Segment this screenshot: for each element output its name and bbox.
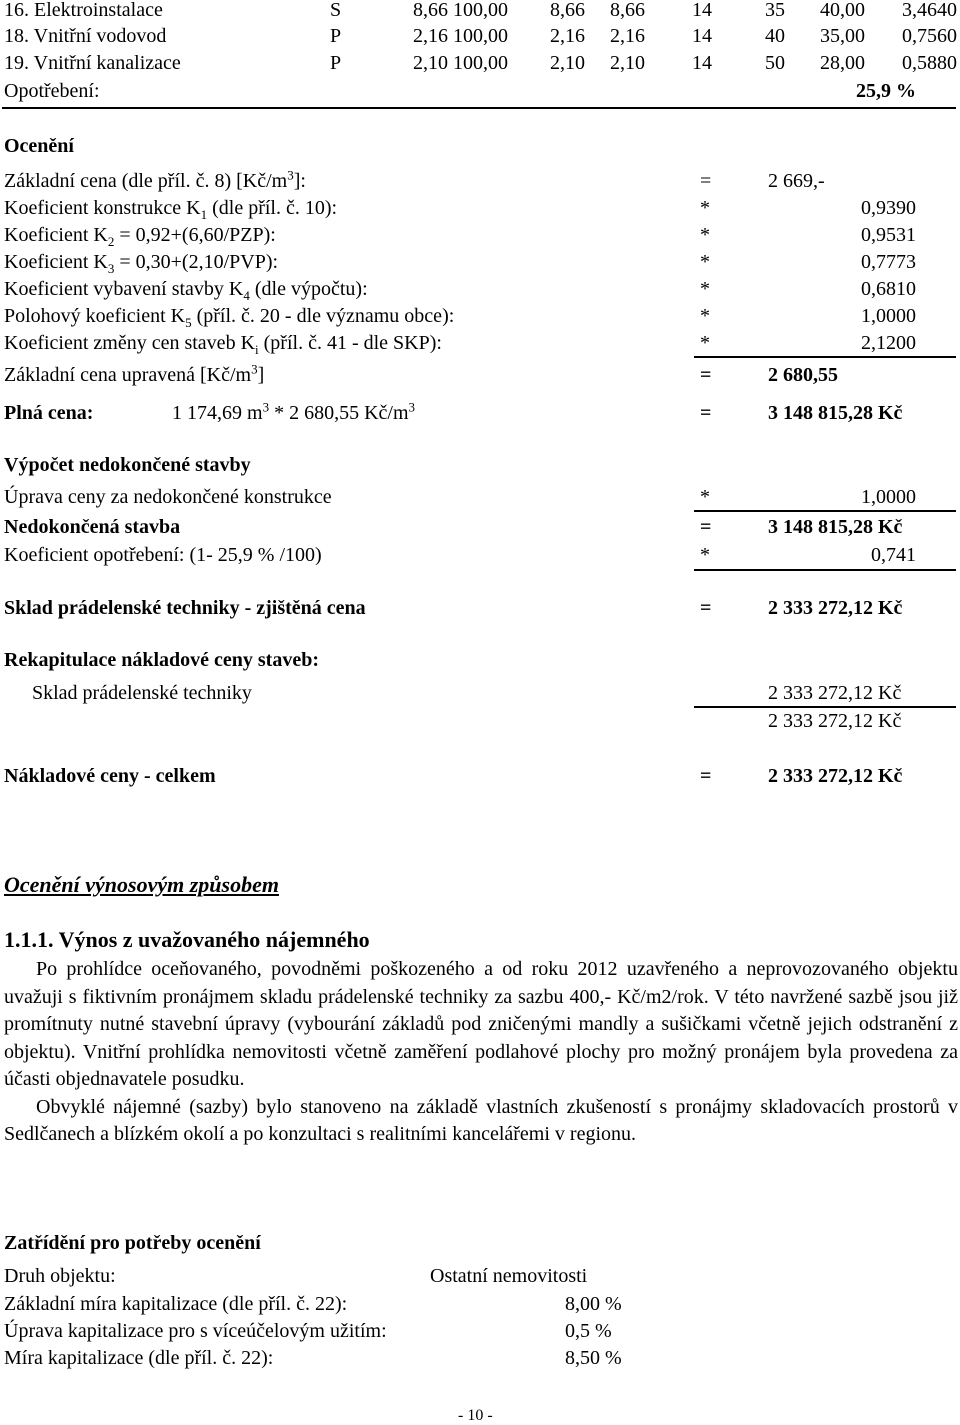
classification-value: Ostatní nemovitosti <box>430 1265 588 1287</box>
row-name: 16. Elektroinstalace <box>4 0 163 21</box>
full-price-label: Plná cena: <box>4 402 94 424</box>
total-op: = <box>700 765 712 787</box>
income-subheading: 1.1.1. Výnos z uvažovaného nájemného <box>4 927 370 952</box>
row-cell: 14 <box>692 52 712 74</box>
sum-line <box>694 706 956 708</box>
k3-label: Koeficient $K_3 = 0,30+(2,10/PVP)$: <box>4 251 279 276</box>
paragraph: Obvyklé nájemné (sazby) bylo stanoveno na základě vlastních zkušeností s pronájmy skladovacích prostorů v Sedlčanech a blízkém okolí a po konzultaci s realitními kancelářemi v regionu. <box>4 1095 958 1145</box>
row-cell: 0,7560 <box>902 25 957 47</box>
k4-op: * <box>700 278 710 300</box>
adjusted-price-label: Základní cena upravená $[Kč/m^3]$ <box>4 361 265 386</box>
ki-value: 2,1200 <box>861 332 916 354</box>
k3-op: * <box>700 251 710 273</box>
wear-coef-label: Koeficient opotřebení: (1- 25,9 % /100) <box>4 544 322 566</box>
row-cell: 0,5880 <box>902 52 957 74</box>
recap-item-value: 2 333 272,12 Kč <box>768 682 902 704</box>
unfinished-heading: Výpočet nedokončené stavby <box>4 454 251 476</box>
row-cell: 2,16 <box>550 25 585 47</box>
full-price-value: 3 148 815,28 Kč <box>768 402 903 424</box>
k3-value: 0,7773 <box>861 251 916 273</box>
classification-heading: Zatřídění pro potřeby ocenění <box>4 1232 261 1254</box>
income-text <box>4 956 958 1149</box>
k2-op: * <box>700 224 710 246</box>
row-cell: 35,00 <box>820 25 865 47</box>
row-name: 19. Vnitřní kanalizace <box>4 52 181 74</box>
recap-item-label: Sklad prádelenské techniky <box>32 682 252 704</box>
wear-label: Opotřebení: <box>4 80 100 102</box>
classification-label: Základní míra kapitalizace (dle příl. č. 22): <box>4 1293 348 1315</box>
row-cell: 100,00 <box>453 25 508 47</box>
unfinished-adjust-label: Úprava ceny za nedokončené konstrukce <box>4 486 332 508</box>
row-cell: 8,66 <box>413 0 448 21</box>
full-price-op: = <box>700 402 712 424</box>
page-number: - 10 - <box>458 1407 493 1424</box>
row-cell: 28,00 <box>820 52 865 74</box>
valuation-heading: Ocenění <box>4 135 74 157</box>
divider-line <box>2 107 956 109</box>
k1-value: 0,9390 <box>861 197 916 219</box>
full-price-formula: 1 174,69 $m^3 * 2$ 680,55 $Kč/m^3$ <box>172 399 415 424</box>
row-cell: P <box>330 52 342 74</box>
ki-label: Koeficient změny cen staveb $K_i$ (příl. č. 41 - dle SKP): <box>4 332 442 357</box>
classification-value: 8,50 % <box>565 1347 622 1369</box>
row-cell: 100,00 <box>453 0 508 21</box>
base-price-label: Základní cena (dle příl. č. 8) $[Kč/m^3]$: <box>4 167 306 192</box>
row-cell: 8,66 <box>610 0 645 21</box>
row-cell: 3,4640 <box>902 0 957 21</box>
k5-label: Polohový koeficient $K_5$ (příl. č. 20 - dle významu obce): <box>4 305 455 330</box>
k5-value: 1,0000 <box>861 305 916 327</box>
sum-line <box>694 356 956 358</box>
unfinished-op: = <box>700 516 712 538</box>
unfinished-label: Nedokončená stavba <box>4 516 181 538</box>
classification-label: Druh objektu: <box>4 1265 116 1287</box>
row-cell: P <box>330 25 342 47</box>
k1-label: Koeficient konstrukce $K_1$ (dle příl. č. 10): <box>4 197 338 222</box>
sum-line <box>694 569 956 571</box>
determined-price-op: = <box>700 597 712 619</box>
row-cell: 14 <box>692 0 712 21</box>
k4-label: Koeficient vybavení stavby $K_4$ (dle výpočtu): <box>4 278 368 303</box>
wear-coef-value: 0,741 <box>871 544 916 566</box>
classification-label: Míra kapitalizace (dle příl. č. 22): <box>4 1347 274 1369</box>
adjusted-price-op: = <box>700 364 712 386</box>
row-cell: 8,66 <box>550 0 585 21</box>
unfinished-value: 3 148 815,28 Kč <box>768 516 903 538</box>
determined-price-label: Sklad prádelenské techniky - zjištěná cena <box>4 597 366 619</box>
row-cell: S <box>330 0 342 21</box>
k5-op: * <box>700 305 710 327</box>
recap-heading: Rekapitulace nákladové ceny staveb: <box>4 649 319 671</box>
row-cell: 35 <box>765 0 785 21</box>
row-cell: 2,16 <box>413 25 448 47</box>
recap-subtotal: 2 333 272,12 Kč <box>768 710 902 732</box>
classification-label: Úprava kapitalizace pro s víceúčelovým užitím: <box>4 1320 387 1342</box>
row-cell: 100,00 <box>453 52 508 74</box>
row-cell: 14 <box>692 25 712 47</box>
k2-label: Koeficient $K_2 = 0,92+(6,60/PZP)$: <box>4 224 276 249</box>
unfinished-adjust-value: 1,0000 <box>861 486 916 508</box>
k2-value: 0,9531 <box>861 224 916 246</box>
income-heading: Ocenění výnosovým způsobem <box>4 872 279 897</box>
total-value: 2 333 272,12 Kč <box>768 765 903 787</box>
row-cell: 40,00 <box>820 0 865 21</box>
unfinished-adjust-op: * <box>700 486 710 508</box>
row-cell: 2,10 <box>413 52 448 74</box>
row-cell: 2,16 <box>610 25 645 47</box>
classification-value: 0,5 % <box>565 1320 612 1342</box>
paragraph: Po prohlídce oceňovaného, povodněmi poškozeného a od roku 2012 uzavřeného a neprovozovaného objektu uvažuji s fiktivním pronájmem skladu prádelenské techniky za sazbu 400,- Kč/m2/rok. V této navržené sazbě jsou již promítnuty nutné stavební úpravy (vybourání základů pod zničenými mandly a sušičkami včetně jejich odstranění z objektu). Vnitřní prohlídka nemovitosti včetně zaměření podlahové plochy pro možný pronájem byla provedena za účasti objednavatele posudku. <box>4 958 958 1090</box>
determined-price-value: 2 333 272,12 Kč <box>768 597 903 619</box>
total-label: Nákladové ceny - celkem <box>4 765 216 787</box>
sum-line <box>694 510 956 512</box>
ki-op: * <box>700 332 710 354</box>
wear-coef-op: * <box>700 544 710 566</box>
k4-value: 0,6810 <box>861 278 916 300</box>
adjusted-price-value: 2 680,55 <box>768 364 838 386</box>
row-cell: 40 <box>765 25 785 47</box>
wear-value: 25,9 % <box>856 80 916 102</box>
row-cell: 2,10 <box>550 52 585 74</box>
classification-value: 8,00 % <box>565 1293 622 1315</box>
row-cell: 50 <box>765 52 785 74</box>
base-price-op: = <box>700 170 712 192</box>
row-name: 18. Vnitřní vodovod <box>4 25 167 47</box>
base-price-value: 2 669,- <box>768 170 825 192</box>
row-cell: 2,10 <box>610 52 645 74</box>
k1-op: * <box>700 197 710 219</box>
